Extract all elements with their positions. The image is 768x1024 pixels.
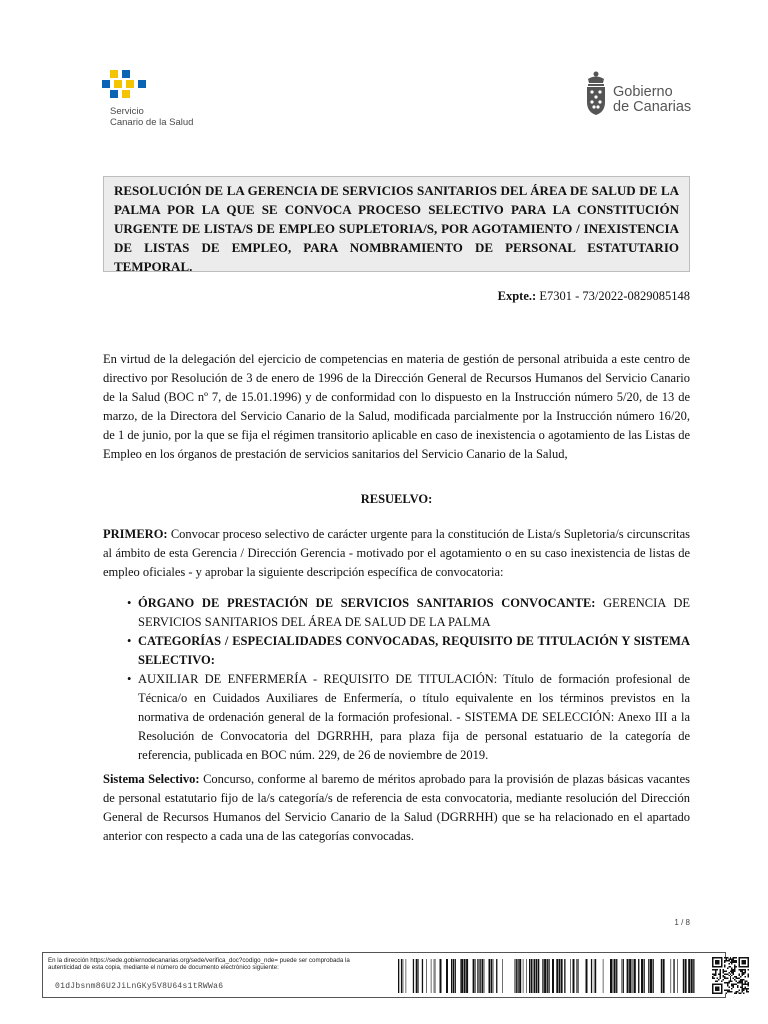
list-item: • CATEGORÍAS / ESPECIALIDADES CONVOCADAS, REQUISITO DE TITULACIÓN Y SISTEMA SELECTIVO: bbox=[128, 632, 690, 670]
gc-logo-line-1: Gobierno bbox=[613, 84, 673, 100]
document-code: 01dJbsnm86U2JiLnGKy5V8U64s1tRWWa6 bbox=[55, 982, 224, 991]
qr-code-icon bbox=[712, 957, 749, 994]
primero-label: PRIMERO: bbox=[103, 527, 168, 541]
expediente-number bbox=[103, 289, 690, 304]
scs-logo-line-1: Servicio bbox=[110, 106, 144, 117]
sistema-text: Concurso, conforme al baremo de méritos aprobado para la provisión de plazas básicas vacantes de personal estatutario fijo de la/s categoría/s de referencia de esta convocatoria, mediante resolución del Dirección General de Recursos Humanos del Servicio Canario de la Salud (DGRRHH) que se ha relacionado en el apartado anterior con respecto a cada una de las categorías convocadas. bbox=[103, 772, 690, 843]
coat-of-arms-icon bbox=[582, 70, 610, 116]
primero-paragraph bbox=[103, 525, 690, 582]
resuelvo-heading: RESUELVO: bbox=[360, 492, 433, 506]
resolution-title: RESOLUCIÓN DE LA GERENCIA DE SERVICIOS SANITARIOS DEL ÁREA DE SALUD DE LA PALMA POR LA QUE SE CONVOCA PROCESO SELECTIVO PARA LA CONSTITUCIÓN URGENTE DE LISTA/S DE EMPLEO SUPLETORIA/S, POR AGOTAMIENTO / INEXISTENCIA DE LISTAS DE EMPLEO, PARA NOMBRAMIENTO DE PERSONAL ESTATUTARIO TEMPORAL. bbox=[103, 176, 690, 272]
sistema-label: Sistema Selectivo: bbox=[103, 772, 200, 786]
scs-logo-line-2: Canario de la Salud bbox=[110, 117, 194, 128]
expte-label: Expte.: bbox=[497, 289, 537, 303]
expte-value: E7301 - 73/2022-0829085148 bbox=[536, 289, 690, 303]
verification-footer bbox=[42, 952, 726, 998]
gc-logo-line-2: de Canarias bbox=[613, 99, 692, 115]
convocatoria-bullets bbox=[128, 594, 690, 765]
page-number: 1 / 8 bbox=[674, 918, 690, 927]
list-item: • ÓRGANO DE PRESTACIÓN DE SERVICIOS SANITARIOS CONVOCANTE: GERENCIA DE SERVICIOS SANITARIOS DEL ÁREA DE SALUD DE LA PALMA bbox=[128, 594, 690, 632]
primero-text: Convocar proceso selectivo de carácter urgente para la constitución de Lista/s Supletoria/s circunscritas al ámbito de esta Gerencia / Dirección Gerencia - motivado por el agotamiento o en su caso inexistencia de listas de empleo oficiales - y aprobar la siguiente descripción específica de convocatoria: bbox=[103, 527, 690, 579]
scs-cross-icon bbox=[102, 70, 152, 100]
gobierno-canarias-logo bbox=[582, 70, 702, 120]
verification-text: En la dirección https://sede.gobiernodecanarias.org/sede/verifica_doc?codigo_nde= puede ser comprobada la autenticidad de esta copia, mediante el número de documento electrónico siguiente: bbox=[48, 957, 350, 972]
intro-paragraph: En virtud de la delegación del ejercicio de competencias en materia de gestión de personal atribuida a este centro de directivo por Resolución de 3 de enero de 1996 de la Dirección General de Recursos Humanos del Servicio Canario de la Salud (BOC nº 7, de 15.01.1996) y de conformidad con lo dispuesto en la Instrucción número 5/20, de 13 de marzo, de la Directora del Servicio Canario de la Salud, modificada parcialmente por la Instrucción número 16/20, de 1 de junio, por la que se fija el régimen transitorio aplicable en caso de inexistencia o agotamiento de las Listas de Empleo en los órganos de prestación de servicios sanitarios del Servicio Canario de la Salud, bbox=[103, 352, 690, 461]
barcode-icon bbox=[398, 959, 698, 993]
sistema-selectivo-paragraph bbox=[103, 770, 690, 846]
list-item: • AUXILIAR DE ENFERMERÍA - REQUISITO DE TITULACIÓN: Título de formación profesional de Técnica/o en Cuidados Auxiliares de Enfermería, o título equivalente en los términos previstos en la normativa de ordenación general de la formación profesional. - SISTEMA DE SELECCIÓN: Anexo III a la Resolución de Convocatoria del DGRRHH, para plaza fija de personal estatuario de la categoría de referencia, publicada en BOC núm. 229, de 26 de noviembre de 2019. bbox=[128, 670, 690, 765]
scs-logo bbox=[102, 70, 232, 130]
